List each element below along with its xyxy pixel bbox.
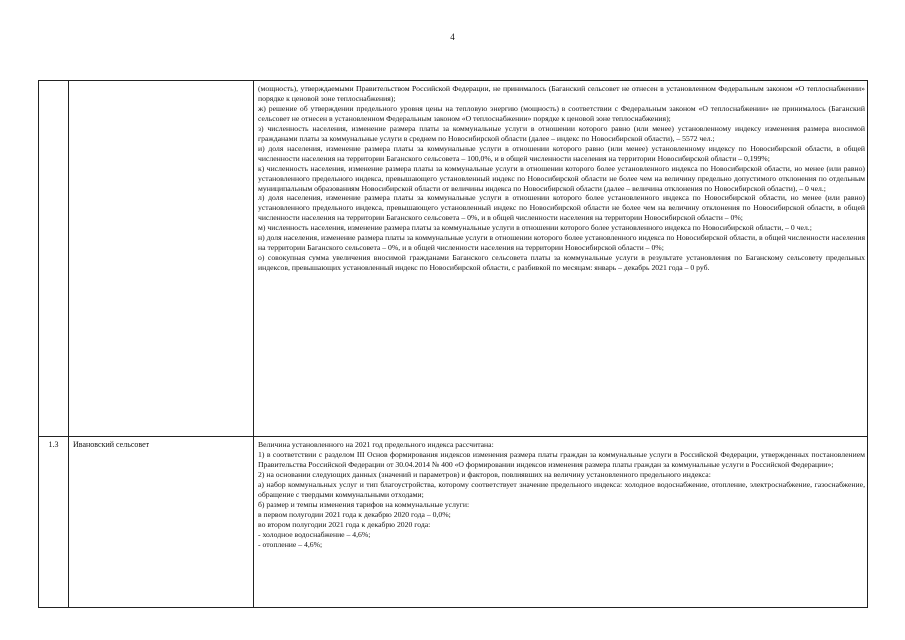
table-row [39,437,867,608]
paragraph: м) численность населения, изменение размера платы за коммунальные услуги в отношении которого более установленного индекса по Новосибирской области, – 0 чел.; [258,223,812,233]
paragraph: 2) на основании следующих данных (значений и параметров) и факторов, повлиявших на величину установленного предельного индекса: [258,469,711,479]
description-cell [254,81,868,436]
paragraph: во втором полугодии 2021 года к декабрю 2020 года: [258,519,431,529]
paragraph: о) совокупная сумма увеличения вносимой гражданами Баганского сельсовета платы за коммунальные услуги в результате установления по Баганскому сельсовету предельных индексов, превышающих установленный индекс по Новосибирской области, с разбивкой по месяцам: январь – декабрь 2021 года – 0 руб. [258,253,865,273]
paragraph: Величина установленного на 2021 год предельного индекса рассчитана: [258,440,494,449]
paragraph: - отопление – 4,6%; [258,539,323,549]
document-table [38,80,868,608]
paragraph: и) доля населения, изменение размера платы за коммунальные услуги в отношении которого равно (или менее) установленному индексу по Новосибирской области, в общей численности населения на территории Баганского сельсовета – 100,0%, и в общей численности населения на территории Новосибирской области – 0,199%; [258,143,865,163]
row-number-cell [39,81,69,436]
paragraph: а) набор коммунальных услуг и тип благоустройства, которому соответствует значение предельного индекса: холодное водоснабжение, отопление, электроснабжение, газоснабжение, обращение с твердыми коммунальными отходами; [258,479,865,499]
description-cell [254,437,868,608]
paragraph: - холодное водоснабжение – 4,6%; [258,529,371,539]
paragraph: ж) решение об утверждении предельного уровня цены на тепловую энергию (мощность) в соответствии с Федеральным законом «О теплоснабжении» не принималось (Баганский сельсовет не отнесен в установленном Федеральным законом «О теплоснабжении» порядке к ценовой зоне теплоснабжения); [258,103,865,123]
paragraph: л) доля населения, изменение размера платы за коммунальные услуги в отношении которого более установленного индекса по Новосибирской области, но менее (или равно) установленного предельного индекса, превышающего установленный индекс по Новосибирской области не более чем на величину отклонения по Новосибирской области, в общей численности населения на территории Баганского сельсовета – 0%, и в общей численности населения на территории Новосибирской области – 0%; [258,193,865,223]
paragraph: з) численность населения, изменение размера платы за коммунальные услуги в отношении которого равно (или менее) установленному индексу изменения размера вносимой гражданами платы за коммунальные услуги в среднем по Новосибирской области (далее – индекс по Новосибирской области), – 5572 чел.; [258,123,865,143]
municipality-name-cell: Ивановский сельсовет [69,437,254,608]
paragraph: (мощность), утверждаемыми Правительством Российской Федерации, не принималось (Баганский сельсовет не отнесен в установленном Федеральным законом «О теплоснабжении» порядке к ценовой зоне теплоснабжения); [258,84,865,103]
paragraph: б) размер и темпы изменения тарифов на коммунальные услуги: [258,499,470,509]
row-number-cell: 1.3 [39,437,69,608]
paragraph: в первом полугодии 2021 года к декабрю 2020 года – 0,0%; [258,509,451,519]
paragraph: 1) в соответствии с разделом III Основ формирования индексов изменения размера платы граждан за коммунальные услуги в Российской Федерации, утвержденных постановлением Правительства Российской Федерации от 30.04.2014 № 400 «О формировании индексов изменения размера платы граждан за коммунальные услуги в Российской Федерации»; [258,449,865,469]
page-number: 4 [450,32,455,42]
municipality-name-cell [69,81,254,436]
table-row [39,81,867,437]
paragraph: к) численность населения, изменение размера платы за коммунальные услуги в отношении которого более установленного индекса по Новосибирской области, но менее (или равно) установленного предельного индекса, превышающего установленный индекс по Новосибирской области не более чем на величину предельно допустимого отклонения по отдельным муниципальным образованиям Новосибирской области от величины индекса по Новосибирской области (далее – величина отклонения по Новосибирской области), – 0 чел.; [258,163,865,193]
paragraph: н) доля населения, изменение размера платы за коммунальные услуги в отношении которого более установленного индекса по Новосибирской области, в общей численности населения на территории Баганского сельсовета – 0%, и в общей численности населения на территории Новосибирской области – 0%; [258,233,865,253]
